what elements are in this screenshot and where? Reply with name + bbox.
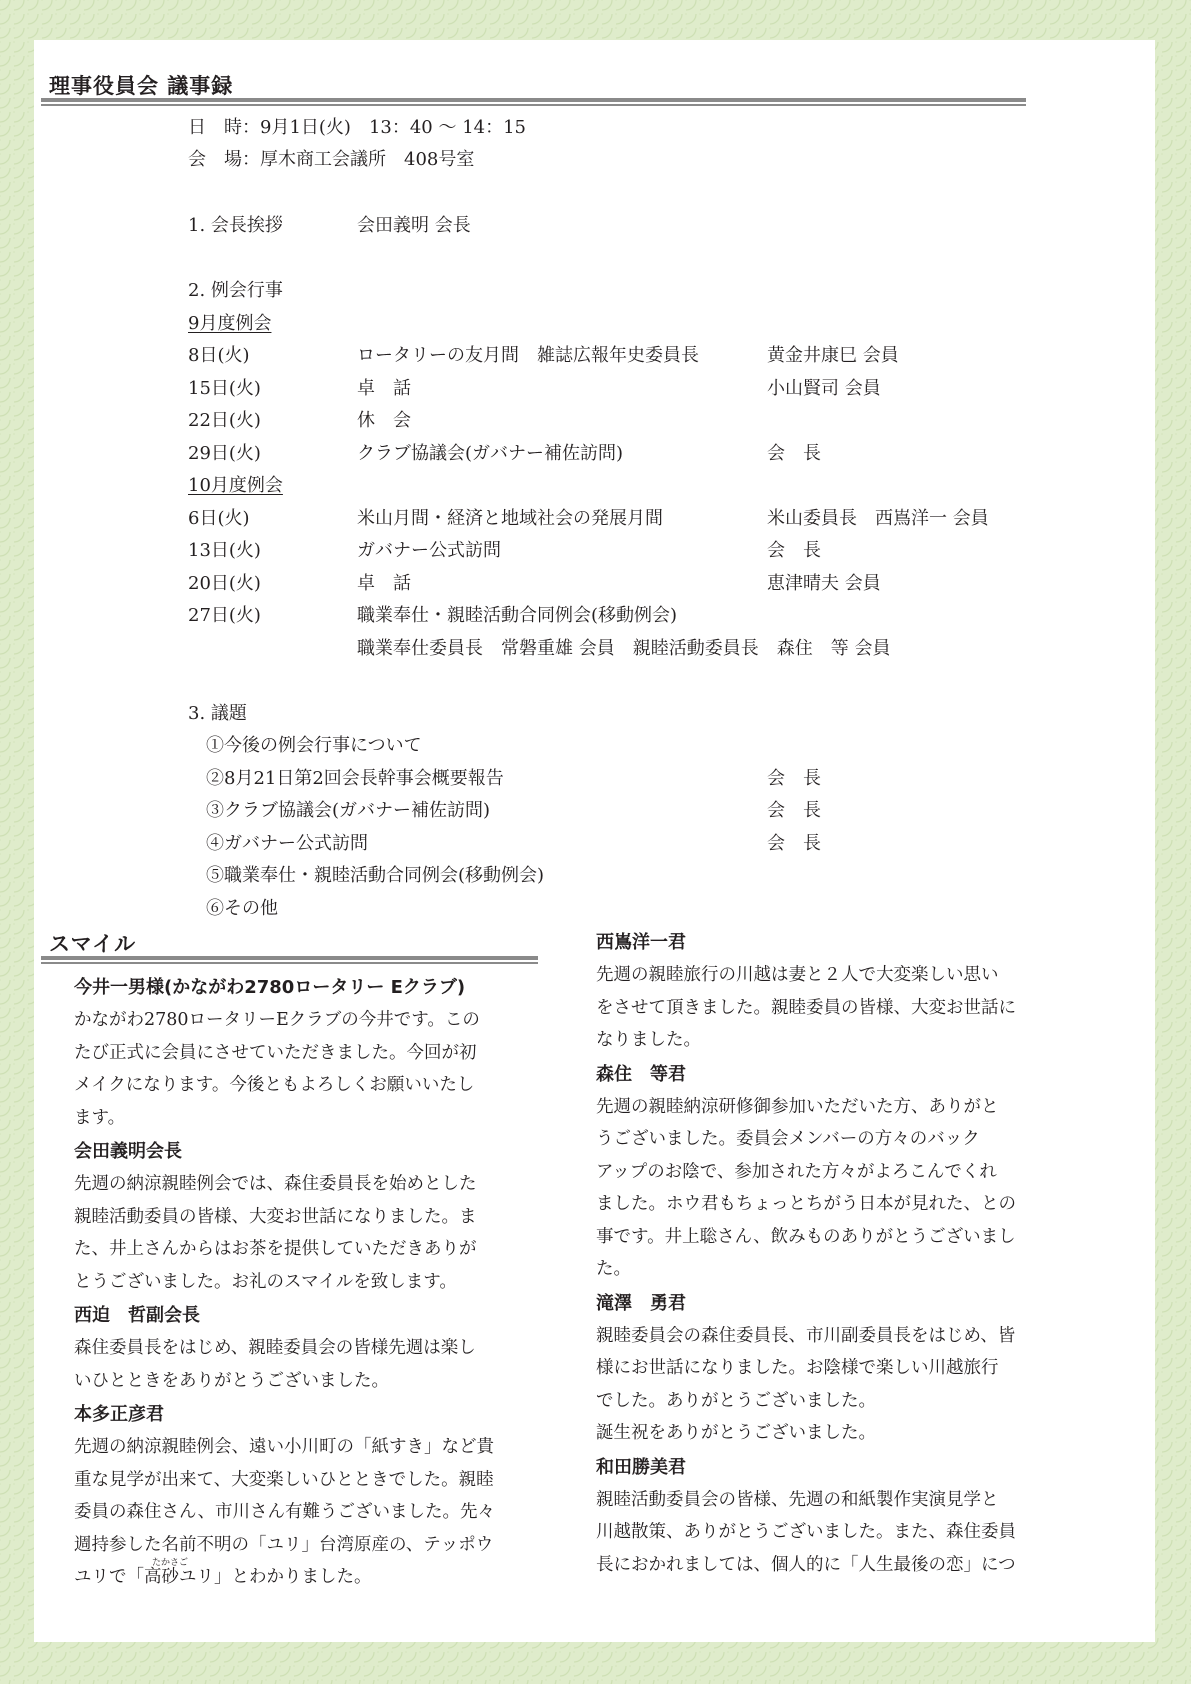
smile-line: メイクになります。今後ともよろしくお願いいたし (74, 1075, 475, 1095)
schedule-person: 米山委員長 西嶌洋一 会員 (767, 508, 989, 529)
smile-line: 長におかれましては、個人的に「人生最後の恋」につ (596, 1554, 1016, 1575)
schedule-date: 6日(火) (188, 508, 250, 529)
smile-line: 重な見学が出来て、大変楽しいひとときでした。親睦 (74, 1469, 494, 1490)
smile-line: ます。 (74, 1107, 126, 1128)
smile-line: た。 (596, 1259, 631, 1279)
schedule-note: 職業奉仕委員長 常磐重雄 会員 親睦活動委員長 森住 等 会員 (357, 638, 891, 659)
smile-line: 親睦活動委員の皆様、大変お世話になりました。ま (74, 1206, 477, 1227)
smile-line: かながわ2780ロータリーEクラブの今井です。この (74, 1010, 480, 1030)
agenda-item: ③クラブ協議会(ガバナー補佐訪問) (206, 800, 491, 821)
meeting-venue: 会 場：厚木商工会議所 408号室 (188, 149, 475, 170)
smile-line: なりました。 (596, 1030, 701, 1050)
agenda-item: ④ガバナー公式訪問 (206, 833, 368, 854)
smile-line: 川越散策、ありがとうございました。また、森住委員 (596, 1522, 1016, 1542)
october-heading: 10月度例会 (188, 475, 283, 496)
smile-line: 委員の森住さん、市川さん有難うございました。先々 (74, 1502, 496, 1522)
smile-rule-thin (41, 962, 538, 964)
item1-value: 会田義明 会長 (357, 215, 471, 236)
schedule-person: 恵津晴夫 会員 (767, 573, 881, 594)
smile-line: ました。ホウ君もちょっとちがう日本が見れた、との (596, 1194, 1016, 1214)
agenda-person: 会 長 (767, 833, 821, 854)
smile-line: をさせて頂きました。親睦委員の皆様、大変お世話に (596, 997, 1016, 1018)
agenda-item: ①今後の例会行事について (206, 735, 422, 756)
schedule-event: ロータリーの友月間 雑誌広報年史委員長 (357, 345, 699, 366)
schedule-event: ガバナー公式訪問 (357, 540, 501, 561)
smile-entry-name: 森住 等君 (596, 1063, 686, 1085)
schedule-date: 27日(火) (188, 605, 261, 626)
smile-entry-name: 今井一男様(かながわ2780ロータリー Eクラブ) (74, 977, 466, 998)
smile-left-column (74, 970, 539, 1594)
smile-line: アップのお陰で、参加された方々がよろこんでくれ (596, 1161, 997, 1182)
agenda-item: ⑤職業奉仕・親睦活動合同例会(移動例会) (206, 865, 545, 886)
agenda-person: 会 長 (767, 800, 821, 821)
schedule-event: 卓 話 (357, 378, 411, 399)
smile-line: 親睦活動委員会の皆様、先週の和紙製作実演見学と (596, 1489, 999, 1510)
schedule-event: 米山月間・経済と地域社会の発展月間 (357, 508, 663, 529)
smile-line: 森住委員長をはじめ、親睦委員会の皆様先週は楽し (74, 1338, 476, 1358)
item3-label: 3. 議題 (188, 703, 247, 724)
smile-line: 週持参した名前不明の「ユリ」台湾原産の、テッポウ (74, 1534, 494, 1555)
smile-line: いひとときをありがとうございました。 (74, 1370, 389, 1391)
smile-line: 先週の納涼親睦例会、遠い小川町の「紙すき」など貴 (74, 1437, 494, 1457)
smile-title: スマイル (49, 932, 137, 956)
smile-line: うございました。委員会メンバーの方々のバック (596, 1129, 980, 1149)
smile-line: 事です。井上聡さん、飲みものありがとうございまし (596, 1226, 1016, 1247)
schedule-date: 15日(火) (188, 378, 261, 399)
schedule-person: 会 長 (767, 443, 821, 464)
smile-line: でした。ありがとうございました。 (596, 1390, 876, 1411)
meeting-datetime: 日 時：9月1日(火) 13：40 ～ 14：15 (188, 117, 527, 138)
smile-entry-name: 本多正彦君 (74, 1404, 164, 1425)
minutes-title: 理事役員会 議事録 (49, 74, 234, 98)
schedule-date: 29日(火) (188, 443, 261, 464)
smile-line: 先週の親睦旅行の川越は妻と２人で大変楽しい思い (596, 965, 999, 985)
smile-line: 様にお世話になりました。お陰様で楽しい川越旅行 (596, 1358, 999, 1378)
item2-label: 2. 例会行事 (188, 280, 283, 301)
schedule-event: 休 会 (357, 410, 411, 431)
smile-line: 親睦委員会の森住委員長、市川副委員長をはじめ、皆 (596, 1325, 1016, 1346)
smile-rule (41, 956, 538, 960)
smile-header (41, 928, 538, 960)
schedule-date: 13日(火) (188, 540, 261, 561)
smile-entry-name: 会田義明会長 (74, 1141, 182, 1162)
smile-entry-name: 和田勝美君 (596, 1456, 686, 1478)
schedule-person: 小山賢司 会員 (767, 378, 881, 399)
smile-entry-name: 西嶌洋一君 (596, 932, 686, 953)
item1-label: 1. 会長挨拶 (188, 215, 283, 236)
schedule-event: 卓 話 (357, 573, 411, 594)
agenda-item: ⑥その他 (206, 898, 278, 919)
smile-line: 先週の納涼親睦例会では、森住委員長を始めとした (74, 1174, 477, 1194)
smile-line: 誕生祝をありがとうございました。 (596, 1423, 876, 1443)
smile-right-column (596, 925, 1061, 1581)
schedule-person: 黄金井康巳 会員 (767, 345, 899, 366)
schedule-date: 20日(火) (188, 573, 261, 594)
header-rule (41, 98, 1026, 102)
smile-line: ユリで「高砂ユリ」とわかりました。 (74, 1567, 372, 1587)
schedule-event: 職業奉仕・親睦活動合同例会(移動例会) (357, 605, 678, 626)
smile-line: た、井上さんからはお茶を提供していただきありが (74, 1239, 477, 1259)
schedule-date: 8日(火) (188, 345, 250, 366)
smile-line: たび正式に会員にさせていただきました。今回が初 (74, 1042, 477, 1063)
agenda-item: ②8月21日第2回会長幹事会概要報告 (206, 768, 504, 789)
ruby-annotation: たかさご (152, 1558, 189, 1568)
smile-line: とうございました。お礼のスマイルを致します。 (74, 1271, 457, 1292)
header-rule-thin (41, 104, 1026, 106)
schedule-date: 22日(火) (188, 410, 261, 431)
smile-entry-name: 西迫 哲副会長 (74, 1305, 200, 1326)
september-heading: 9月度例会 (188, 313, 272, 334)
schedule-event: クラブ協議会(ガバナー補佐訪問) (357, 443, 624, 464)
agenda-person: 会 長 (767, 768, 821, 789)
smile-line: 先週の親睦納涼研修御参加いただいた方、ありがと (596, 1096, 999, 1117)
smile-entry-name: 滝澤 勇君 (596, 1292, 686, 1314)
schedule-person: 会 長 (767, 540, 821, 561)
minutes-header (41, 70, 1026, 102)
